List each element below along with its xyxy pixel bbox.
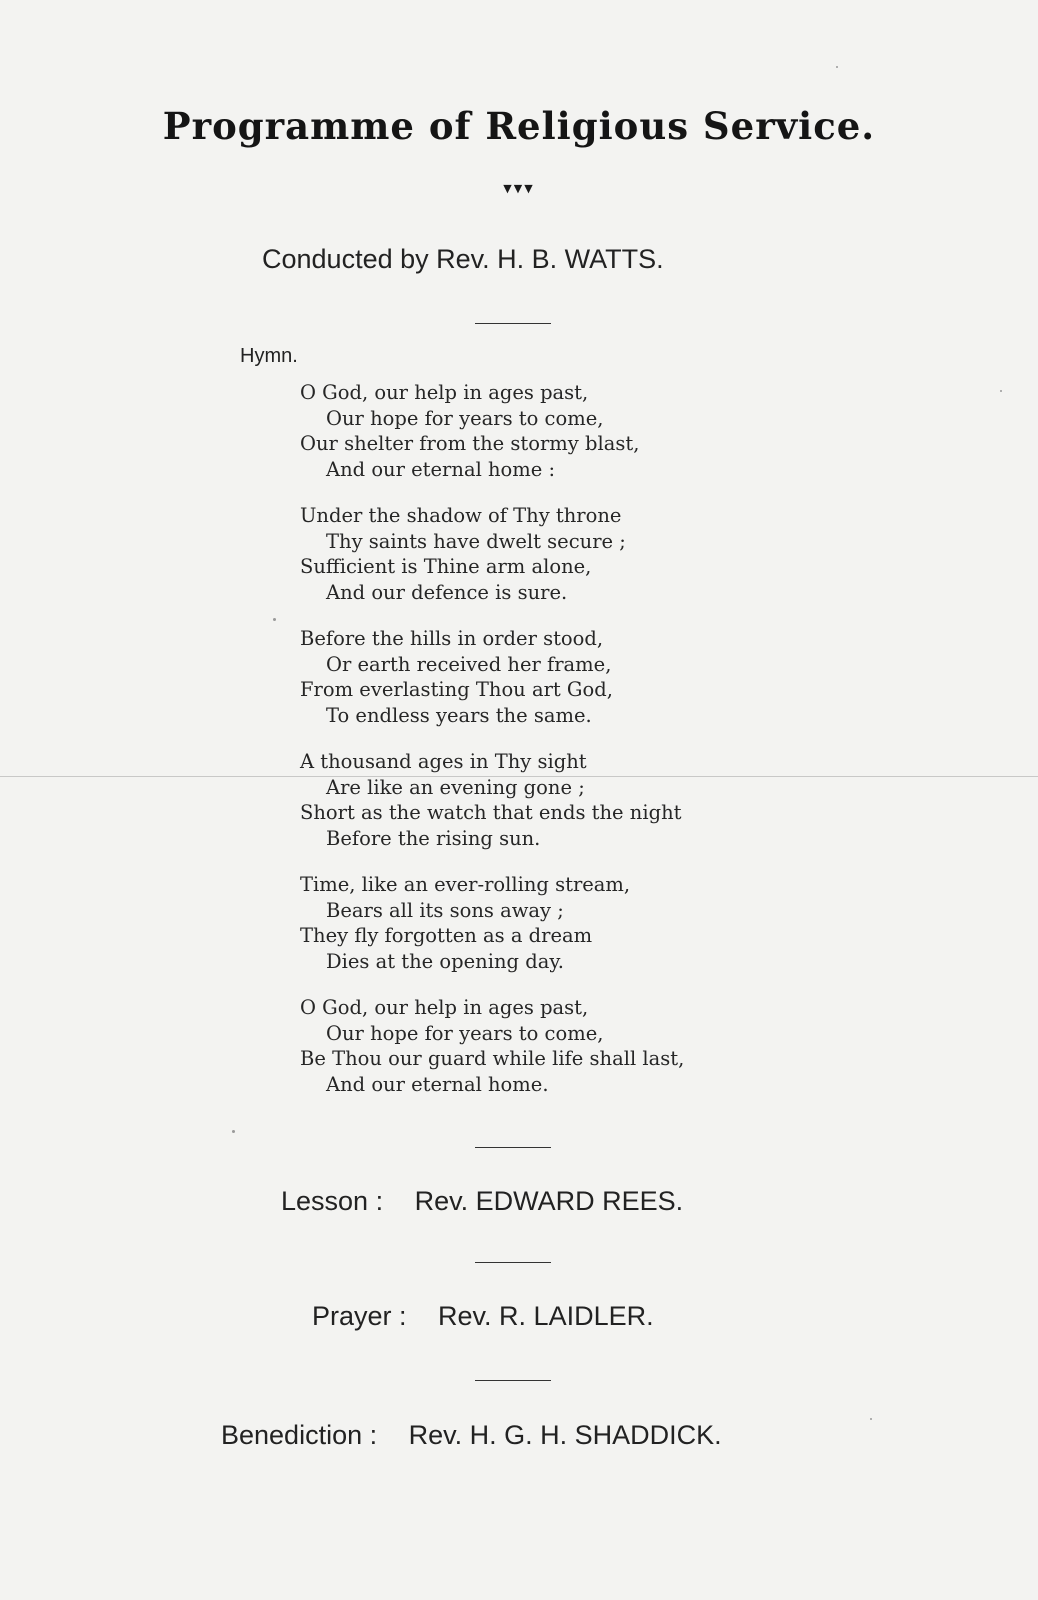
lesson-reader: Rev. EDWARD REES. — [414, 1186, 684, 1216]
verse-line: And our eternal home : — [326, 457, 556, 481]
prayer-leader: Rev. R. LAIDLER. — [438, 1301, 654, 1331]
verse-line: Thy saints have dwelt secure ; — [326, 529, 626, 553]
hymn-verse — [300, 503, 800, 605]
conducted-by-line: Conducted by Rev. H. B. WATTS. — [262, 244, 664, 274]
verse-line: O God, our help in ages past, — [300, 381, 589, 404]
verse-line: Short as the watch that ends the night — [300, 801, 682, 824]
hymn-verse — [300, 626, 800, 728]
verse-line: And our eternal home. — [326, 1072, 549, 1096]
prayer-role: Prayer : — [312, 1301, 407, 1331]
verse-line: Our shelter from the stormy blast, — [300, 432, 640, 455]
verse-line: Our hope for years to come, — [326, 1021, 604, 1045]
divider-rule-2 — [475, 1147, 551, 1148]
ornament-divider: ▼▼▼ — [503, 182, 535, 195]
verse-line: Sufficient is Thine arm alone, — [300, 555, 592, 578]
benediction-giver: Rev. H. G. H. SHADDICK. — [408, 1420, 722, 1450]
verse-line: Bears all its sons away ; — [326, 898, 564, 922]
verse-line: Under the shadow of Thy throne — [300, 504, 622, 527]
paper-speck — [870, 1418, 872, 1420]
paper-speck — [232, 1130, 235, 1133]
divider-rule-4 — [475, 1380, 551, 1381]
divider-rule-1 — [475, 323, 551, 324]
verse-line: Dies at the opening day. — [326, 949, 564, 973]
hymn-verse — [300, 872, 800, 974]
hymn-verse — [300, 995, 800, 1097]
benediction-role: Benediction : — [221, 1420, 378, 1450]
lesson-role: Lesson : — [281, 1186, 384, 1216]
hymn-verse — [300, 380, 800, 482]
paper-speck — [1000, 390, 1002, 392]
lesson-line — [281, 1186, 683, 1217]
verse-line: Or earth received her frame, — [326, 652, 612, 676]
verse-line: Before the hills in order stood, — [300, 627, 604, 650]
divider-rule-3 — [475, 1262, 551, 1263]
paper-speck — [273, 618, 276, 621]
verse-line: From everlasting Thou art God, — [300, 678, 613, 701]
hymn-verses — [300, 380, 800, 1118]
verse-line: Our hope for years to come, — [326, 406, 604, 430]
verse-line: Be Thou our guard while life shall last, — [300, 1047, 685, 1070]
verse-line: To endless years the same. — [326, 703, 592, 727]
verse-line: Are like an evening gone ; — [326, 775, 585, 799]
page-title: Programme of Religious Service. — [162, 104, 876, 148]
prayer-line — [312, 1301, 654, 1332]
hymn-verse — [300, 749, 800, 851]
verse-line: Before the rising sun. — [326, 826, 541, 850]
verse-line: A thousand ages in Thy sight — [300, 750, 587, 773]
verse-line: They fly forgotten as a dream — [300, 924, 593, 947]
verse-line: Time, like an ever-rolling stream, — [300, 873, 631, 896]
verse-line: O God, our help in ages past, — [300, 996, 589, 1019]
hymn-heading: Hymn. — [240, 345, 298, 367]
verse-line: And our defence is sure. — [326, 580, 568, 604]
benediction-line — [221, 1420, 722, 1451]
paper-speck — [836, 66, 838, 68]
